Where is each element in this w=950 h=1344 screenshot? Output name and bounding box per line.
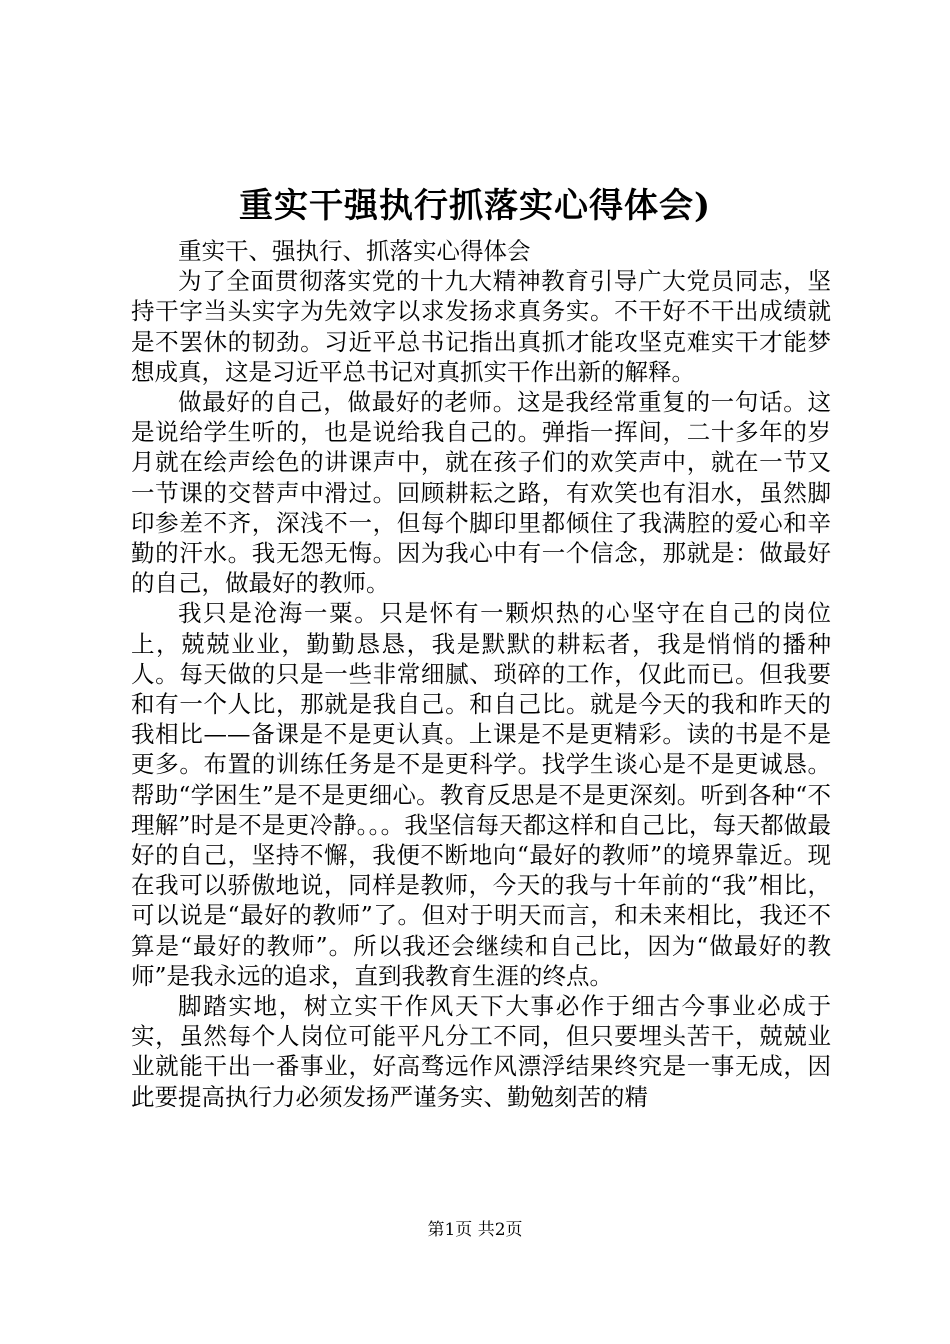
paragraph-subtitle: 重实干、强执行、抓落实心得体会: [178, 237, 531, 265]
document-body: [131, 236, 831, 1112]
paragraph-1: 为了全面贯彻落实党的十九大精神教育引导广大党员同志，坚持干字当头实字为先效字以求发扬求真务实。不干好不干出成绩就是不罢休的韧劲。习近平总书记指出真抓才能攻坚克难实干才能梦想成真，这是习近平总书记对真抓实干作出新的解释。: [131, 267, 831, 386]
paragraph-4: 脚踏实地，树立实干作风天下大事必作于细古今事业必成于实，虽然每个人岗位可能平凡分工不同，但只要埋头苦干，兢兢业业就能干出一番事业，好高骛远作风漂浮结果终究是一事无成，因此要提高执行力必须发扬严谨务实、勤勉刻苦的精: [131, 992, 831, 1111]
paragraph-3: 我只是沧海一粟。只是怀有一颗炽热的心坚守在自己的岗位上，兢兢业业，勤勤恳恳，我是默默的耕耘者，我是悄悄的播种人。每天做的只是一些非常细腻、琐碎的工作，仅此而已。但我要和有一个人比，那就是我自己。和自己比。就是今天的我和昨天的我相比——备课是不是更认真。上课是不是更精彩。读的书是不是更多。布置的训练任务是不是更科学。找学生谈心是不是更诚恳。帮助“学困生”是不是更细心。教育反思是不是更深刻。听到各种“不理解”时是不是更冷静。。。我坚信每天都这样和自己比，每天都做最好的自己，坚持不懈，我便不断地向“最好的教师”的境界靠近。现在我可以骄傲地说，同样是教师，今天的我与十年前的“我”相比，可以说是“最好的教师”了。但对于明天而言，和未来相比，我还不算是“最好的教师”。所以我还会继续和自己比，因为“做最好的教师”是我永远的追求，直到我教育生涯的终点。: [131, 599, 831, 990]
paragraph-2: 做最好的自己，做最好的老师。这是我经常重复的一句话。这是说给学生听的，也是说给我自己的。弹指一挥间，二十多年的岁月就在绘声绘色的讲课声中，就在孩子们的欢笑声中，就在一节又一节课的交替声中滑过。回顾耕耘之路，有欢笑也有泪水，虽然脚印参差不齐，深浅不一，但每个脚印里都倾住了我满腔的爱心和辛勤的汗水。我无怨无悔。因为我心中有一个信念，那就是：做最好的自己，做最好的教师。: [131, 388, 831, 598]
page-footer: 第1页 共2页: [427, 1220, 523, 1240]
document-title: 重实干强执行抓落实心得体会): [238, 186, 712, 226]
